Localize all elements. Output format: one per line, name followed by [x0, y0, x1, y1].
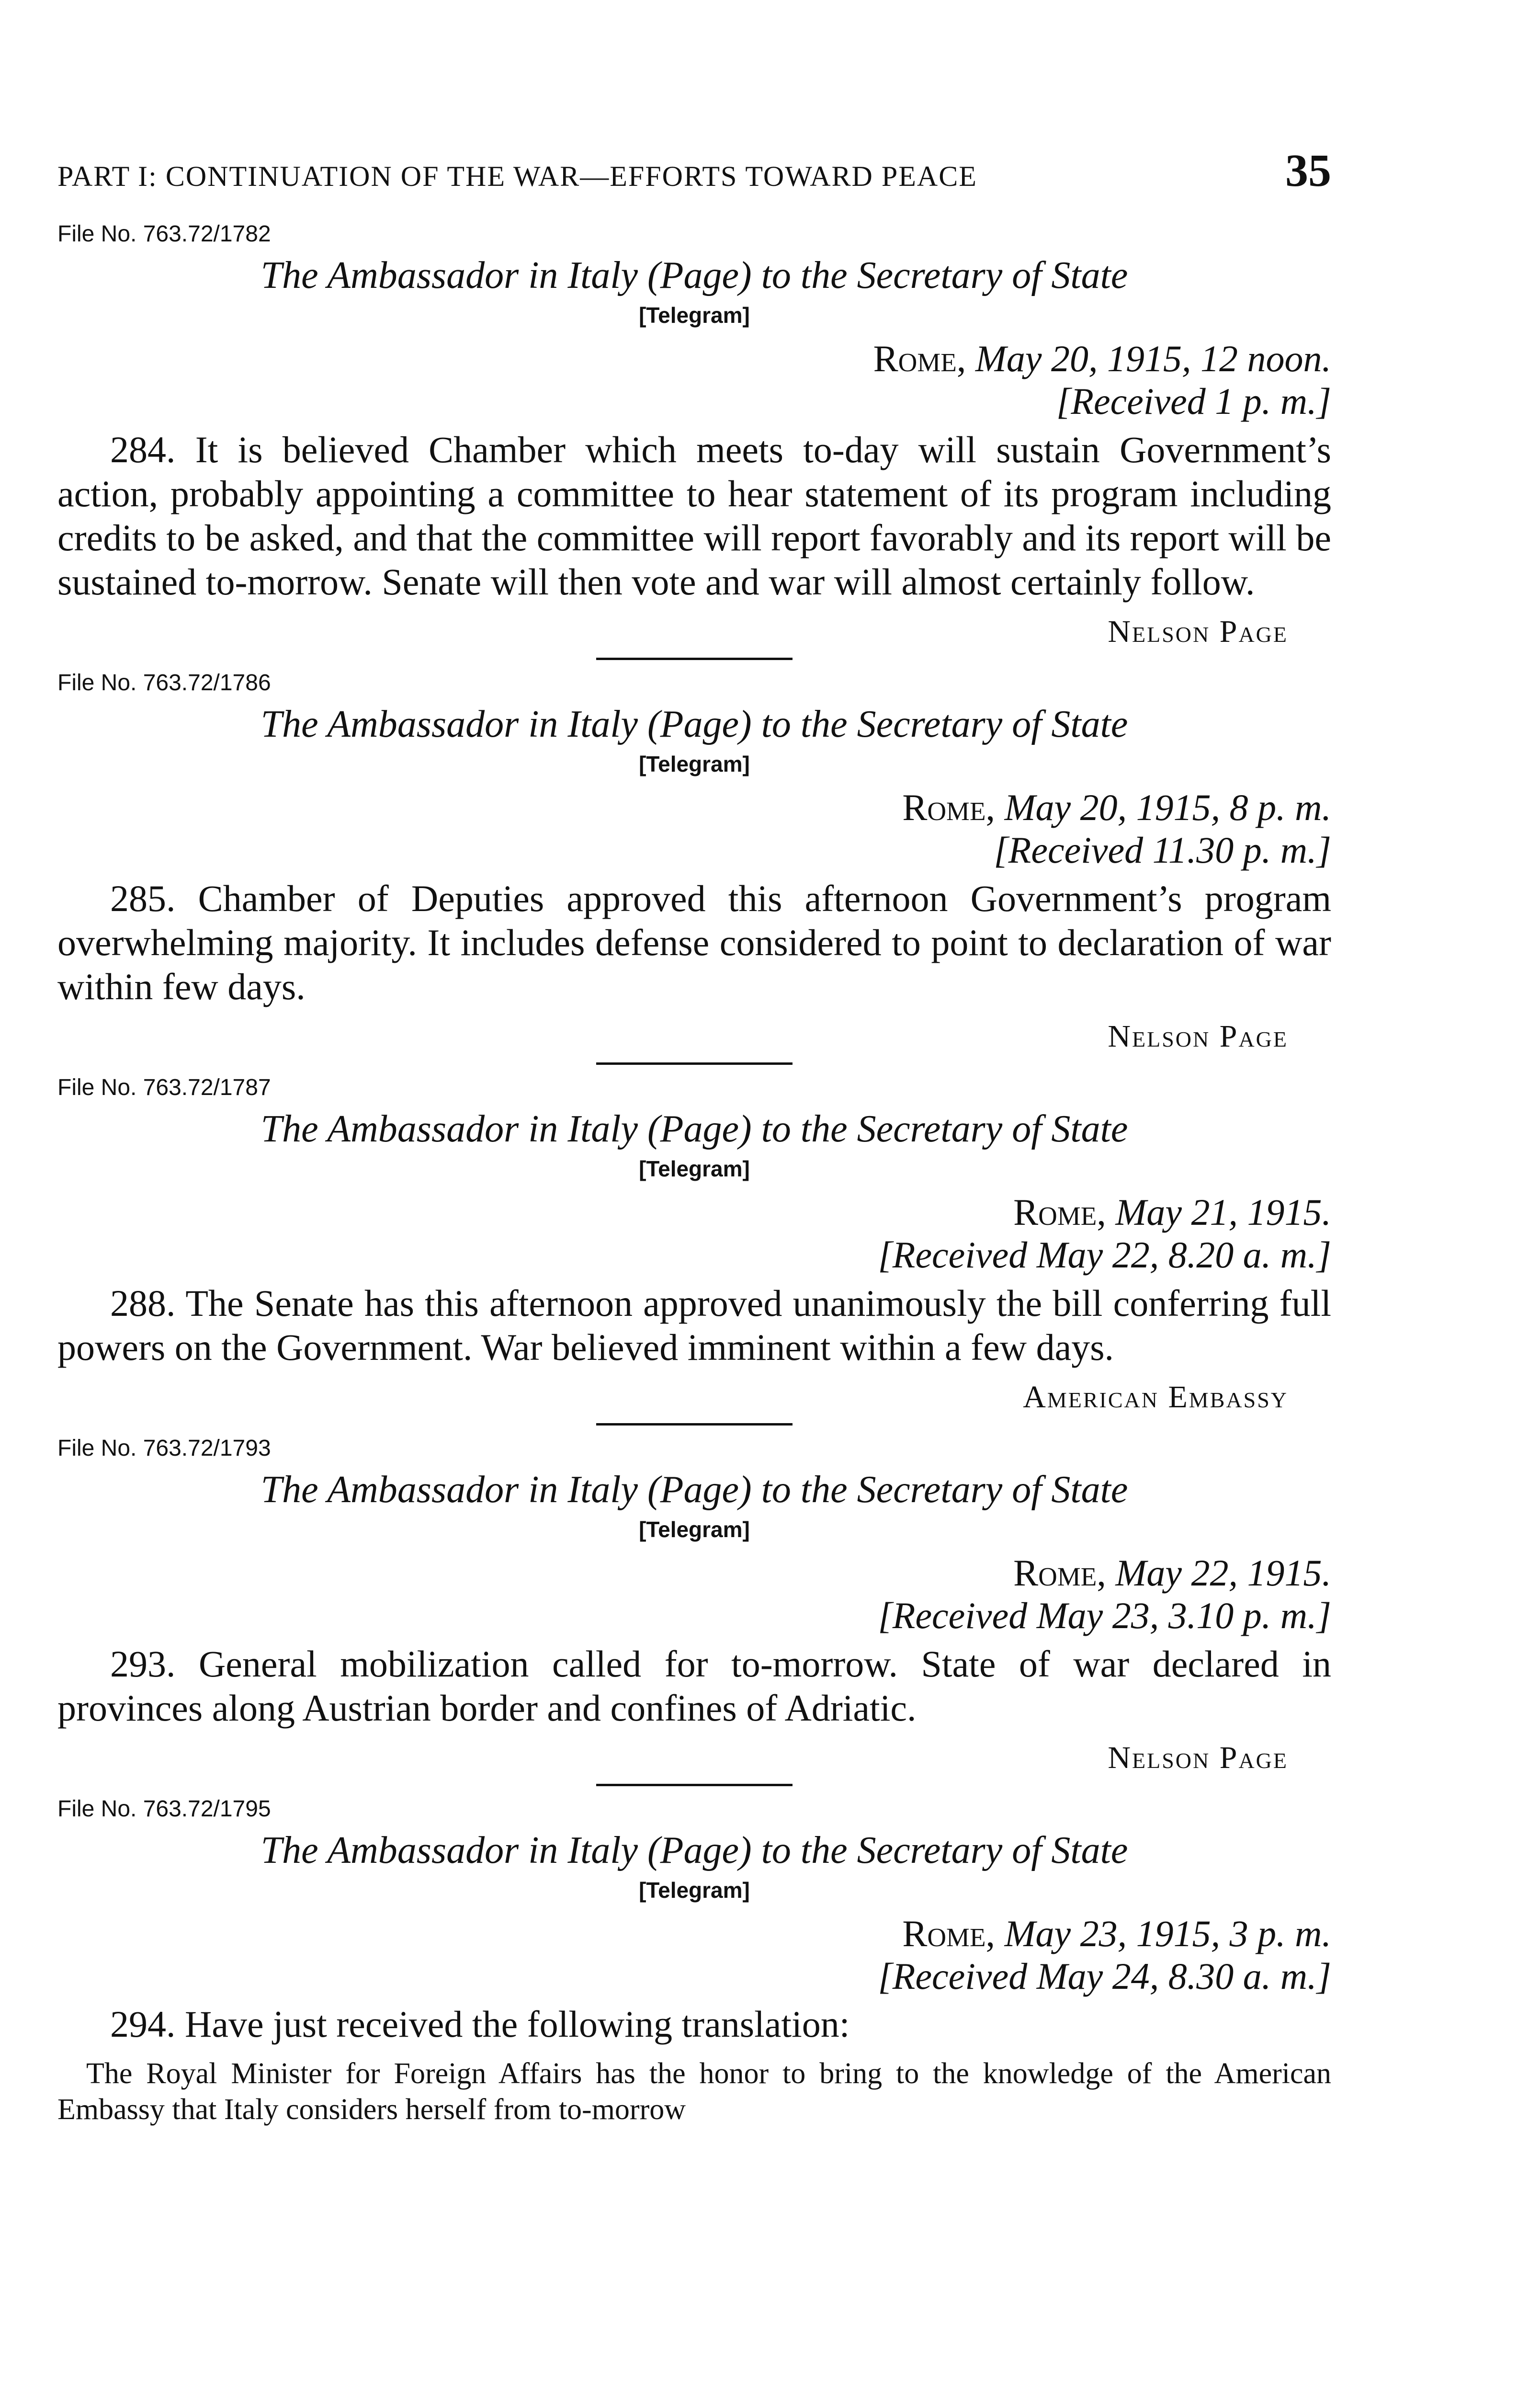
signature: Nelson Page	[1108, 1018, 1288, 1054]
telegram-body: 293. General mobilization called for to-morrow. State of war declared in provinces along Austrian border and confines of Adriatic.	[57, 1642, 1331, 1729]
date: May 20, 1915, 12 noon.	[975, 338, 1331, 379]
file-number: File No. 763.72/1795	[57, 1796, 271, 1822]
telegram-entry	[57, 1074, 1331, 1415]
received-time: [Received May 24, 8.30 a. m.]	[878, 1955, 1331, 1997]
date: May 23, 1915, 3 p. m.	[1004, 1912, 1331, 1954]
signature: American Embassy	[1023, 1379, 1288, 1414]
quoted-note: The Royal Minister for Foreign Affairs has the honor to bring to the knowledge of the American Embassy that Italy considers herself from to-morrow	[57, 2057, 1331, 2126]
telegram-label: [Telegram]	[639, 1517, 750, 1542]
telegram-body: 288. The Senate has this afternoon approved unanimously the bill conferring full powers on the Government. War believed imminent within a few days.	[57, 1282, 1331, 1368]
document-page	[57, 144, 1331, 2157]
telegram-title: The Ambassador in Italy (Page) to the Secretary of State	[260, 1468, 1128, 1511]
telegram-title: The Ambassador in Italy (Page) to the Secretary of State	[260, 254, 1128, 297]
received-time: [Received May 23, 3.10 p. m.]	[878, 1594, 1331, 1636]
date: May 21, 1915.	[1115, 1191, 1331, 1233]
file-number: File No. 763.72/1786	[57, 670, 271, 696]
dateline	[57, 1913, 1331, 1998]
city: Rome,	[902, 786, 996, 828]
telegram-label: [Telegram]	[639, 1877, 750, 1903]
telegram-entry	[57, 1435, 1331, 1776]
running-header	[57, 144, 1331, 197]
received-time: [Received 1 p. m.]	[1056, 380, 1331, 422]
telegram-label: [Telegram]	[639, 751, 750, 776]
city: Rome,	[1013, 1191, 1106, 1233]
telegram-entry	[57, 670, 1331, 1055]
telegram-body: 285. Chamber of Deputies approved this afternoon Government’s program overwhelming majority. It includes defense considered to point to declaration of war within few days.	[57, 877, 1331, 1007]
telegram-entry	[57, 221, 1331, 650]
dateline	[57, 787, 1331, 872]
received-time: [Received 11.30 p. m.]	[994, 829, 1331, 871]
dateline	[57, 1191, 1331, 1277]
divider-rule	[596, 1784, 793, 1786]
dateline	[57, 338, 1331, 423]
telegram-body: 294. Have just received the following translation:	[110, 2003, 850, 2045]
telegram-label: [Telegram]	[639, 1156, 750, 1181]
telegram-title: The Ambassador in Italy (Page) to the Secretary of State	[260, 1107, 1128, 1150]
dateline	[57, 1552, 1331, 1637]
divider-rule	[596, 1062, 793, 1065]
file-number: File No. 763.72/1793	[57, 1435, 271, 1461]
city: Rome,	[902, 1912, 996, 1954]
signature: Nelson Page	[1108, 1740, 1288, 1775]
file-number: File No. 763.72/1787	[57, 1074, 271, 1100]
telegram-body: 284. It is believed Chamber which meets to-day will sustain Government’s action, probably appointing a committee to hear statement of its program including credits to be asked, and that the committee will report favorably and its report will be sustained to-morrow. Senate will then vote and war will almost certainly follow.	[57, 428, 1331, 603]
signature: Nelson Page	[1108, 614, 1288, 649]
file-number: File No. 763.72/1782	[57, 221, 271, 247]
city: Rome,	[873, 338, 966, 379]
city: Rome,	[1013, 1551, 1106, 1594]
telegram-title: The Ambassador in Italy (Page) to the Secretary of State	[260, 1829, 1128, 1871]
telegram-entry	[57, 1796, 1331, 2128]
divider-rule	[596, 1423, 793, 1426]
page-number: 35	[1285, 145, 1331, 196]
divider-rule	[596, 658, 793, 660]
telegram-label: [Telegram]	[639, 303, 750, 328]
date: May 20, 1915, 8 p. m.	[1004, 786, 1331, 828]
telegram-title: The Ambassador in Italy (Page) to the Secretary of State	[260, 703, 1128, 745]
running-title: PART I: CONTINUATION OF THE WAR—EFFORTS TOWARD PEACE	[57, 160, 977, 192]
received-time: [Received May 22, 8.20 a. m.]	[878, 1233, 1331, 1276]
date: May 22, 1915.	[1115, 1551, 1331, 1594]
